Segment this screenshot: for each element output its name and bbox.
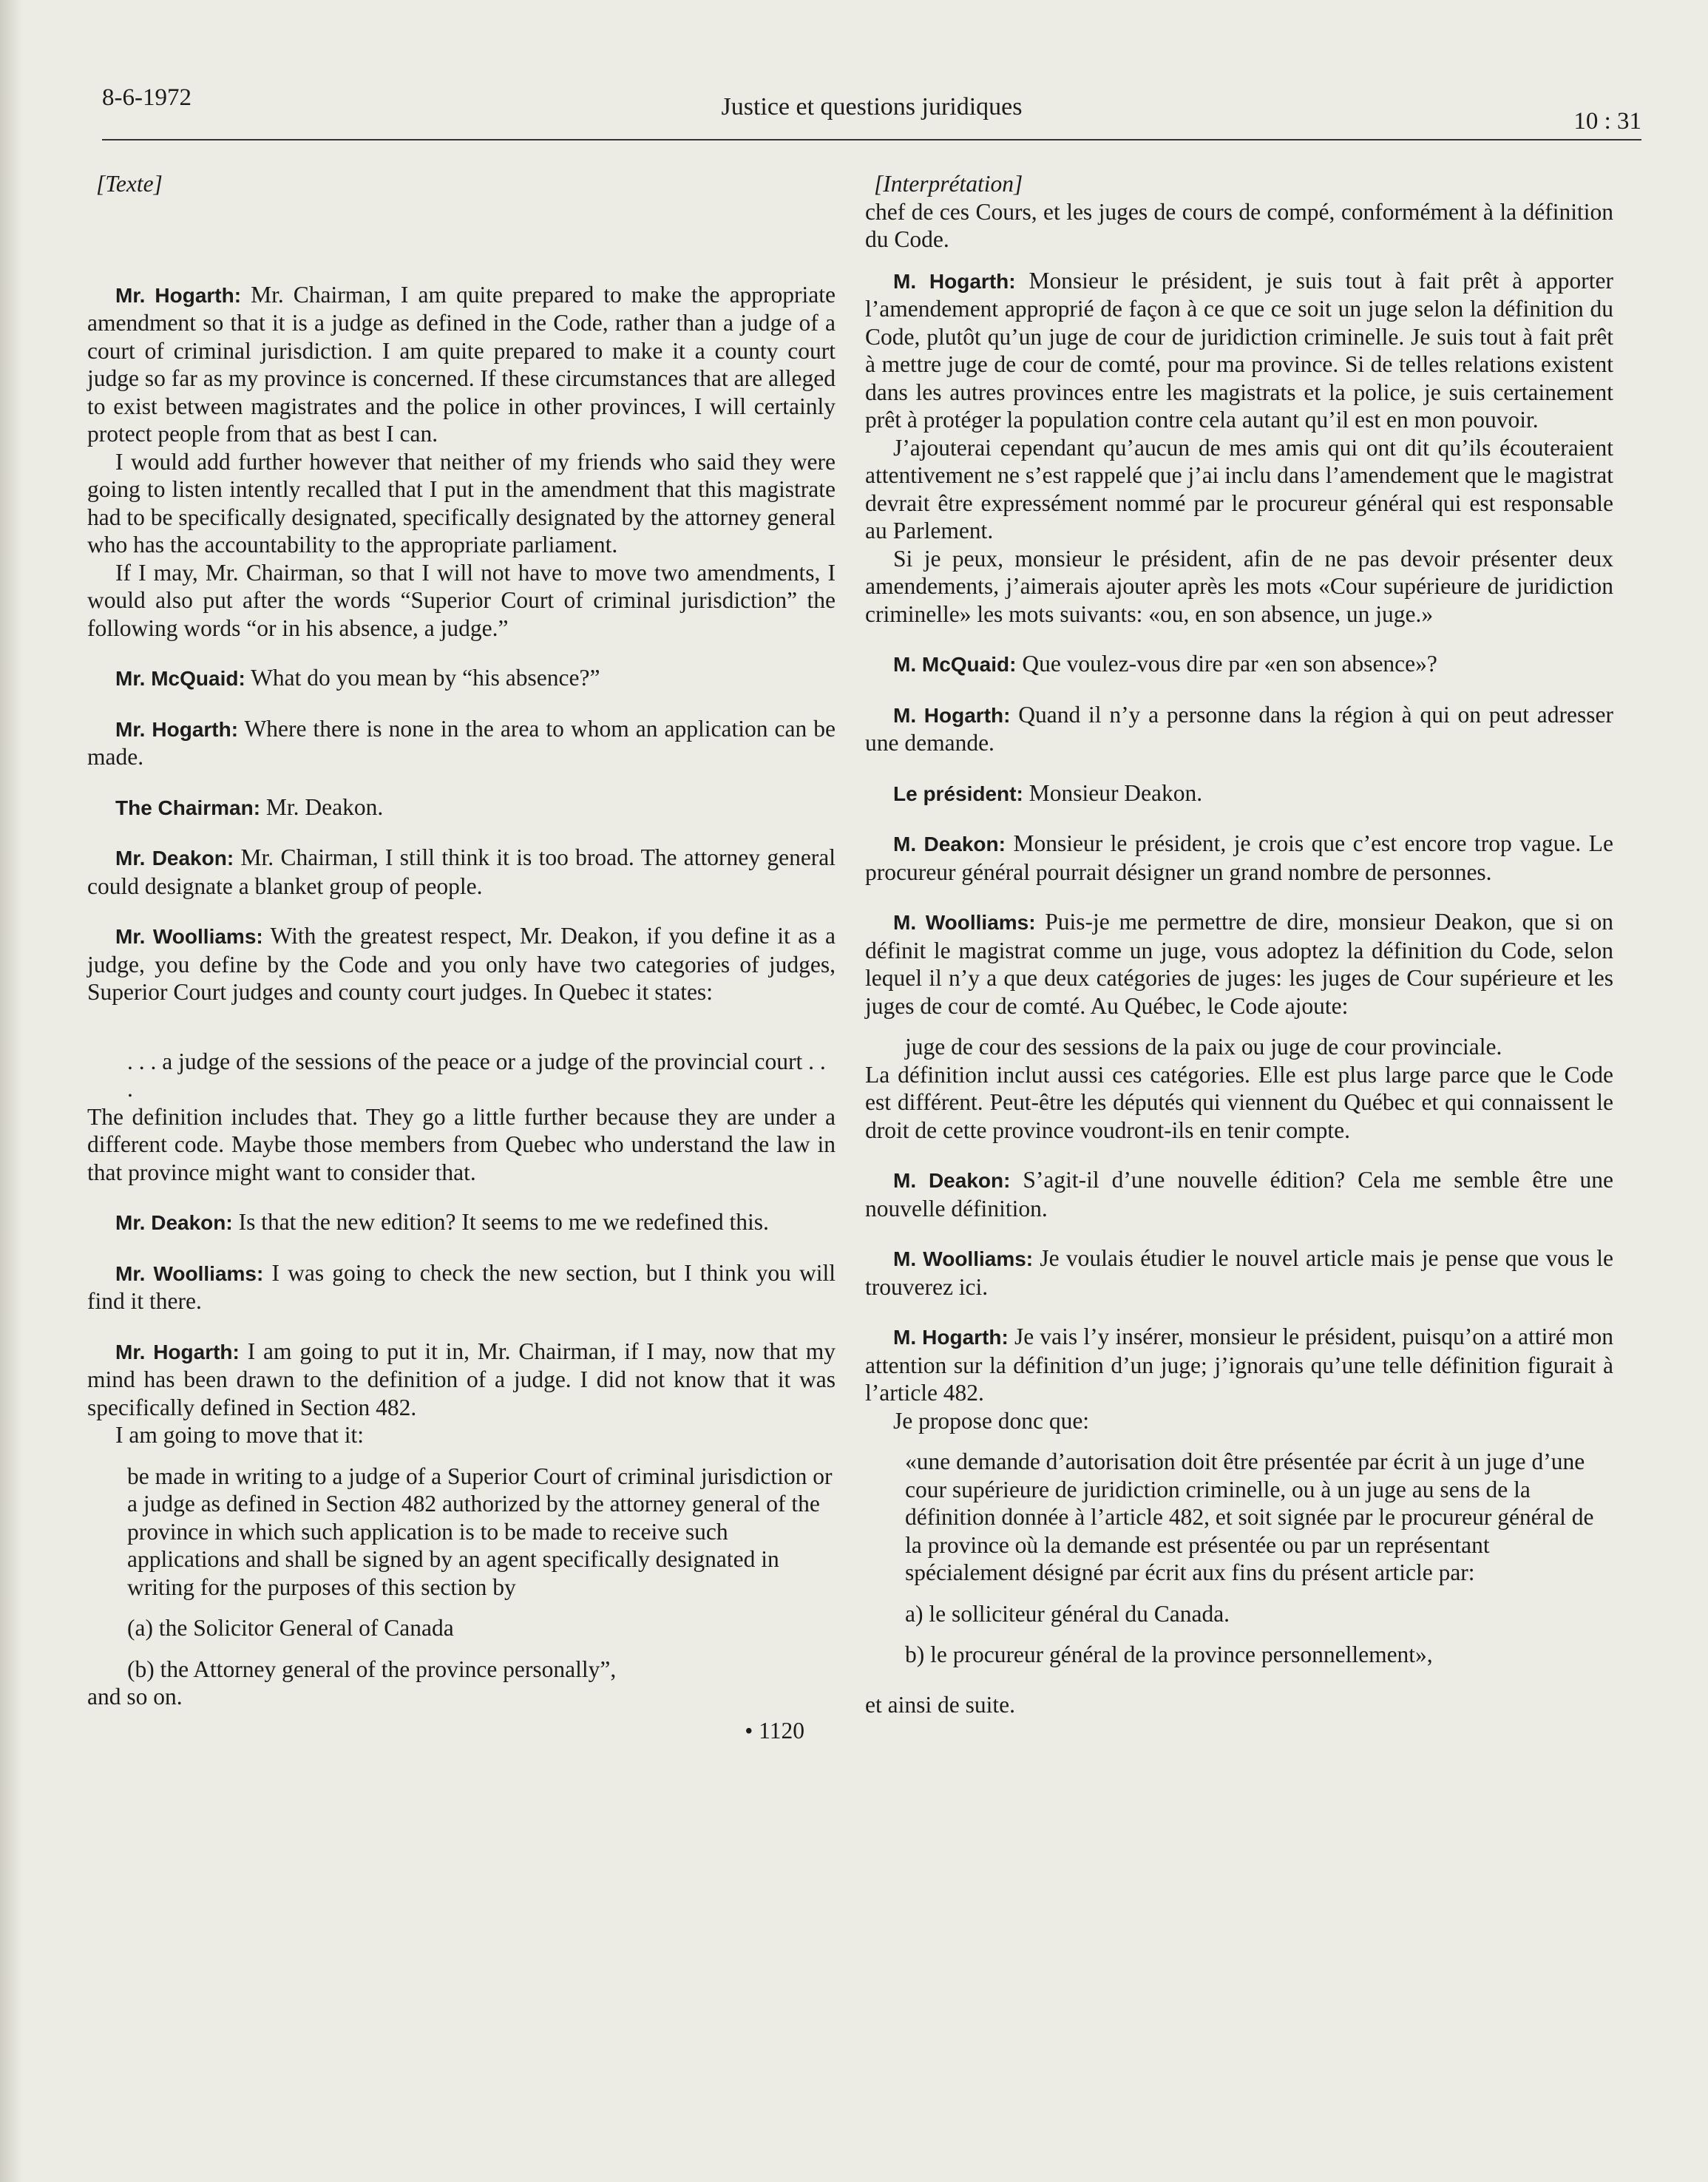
speech-text: I am going to put it in, Mr. Chairman, if I may, now that my mind has been drawn to the definition of a judge. I did not know that it was specifically defined in Section 482. [87,1338,836,1420]
block-quote: (b) the Attorney general of the province personally”, [127,1656,617,1682]
paragraph: La définition inclut aussi ces catégories. Elle est plus large parce que le Code est différent. Peut-être les députés qui viennent du Québec et qui connaissent le droit de cette province voudront-ils en tenir compte. [865,1061,1613,1143]
speech-text: Mr. Chairman, I still think it is too broad. The attorney general could designate a blanket group of people. [87,844,836,899]
speech-text: Mr. Chairman, I am quite prepared to make the appropriate amendment so that it is a judge as defined in the Code, rather than a judge of a court of criminal jurisdiction. I am quite prepared to make it a county court judge so far as my province is concerned. If these circumstances that are alleged to exist between magistrates and the police in other provinces, I will certainly protect people from that as best I can. [87,281,836,447]
speech-text: S’agit-il d’une nouvelle édition? Cela me semble être une nouvelle définition. [865,1167,1613,1222]
speech-text: Je vais l’y insérer, monsieur le président, puisqu’on a attiré mon attention sur la définition d’un juge; j’ignorais qu’une telle définition figurait à l’article 482. [865,1324,1613,1406]
speech-text: Puis-je me permettre de dire, monsieur Deakon, que si on définit le magistrat comme un juge, vous adoptez la définition du Code, selon lequel il n’y a que deux catégories de juges: les juges de Cour supérieure et les juges de cour de comté. Au Québec, le Code ajoute: [865,909,1614,1019]
french-column [865,170,1613,1718]
page-header [102,80,1641,140]
speaker-name: Mr. Hogarth: [115,717,239,741]
paragraph [87,844,836,900]
paragraph [87,1208,836,1237]
paragraph [865,779,1613,808]
paragraph [865,908,1613,1020]
speaker-name: Mr. Hogarth: [115,1340,240,1363]
speech-text: Je voulais étudier le nouvel article mais je pense que vous le trouverez ici. [865,1245,1613,1300]
block-quote: be made in writing to a judge of a Superior Court of criminal jurisdiction or a judge as defined in Section 482 authorized by the attorney general of the province in which such application is to be made to receive such applications and shall be signed by an agent specifically designated in writing for the purposes of this section by [127,1463,833,1600]
paragraph [87,715,836,771]
paragraph [865,1323,1613,1407]
paragraph: Si je peux, monsieur le président, afin de ne pas devoir présenter deux amendements, j’aimerais ajouter après les mots «Cour supérieure de juridiction criminelle» les mots suivants: «ou, en son absence, un juge.» [865,545,1613,627]
paragraph [87,922,836,1006]
speaker-name: The Chairman: [115,796,261,819]
speaker-name: Mr. McQuaid: [115,667,245,690]
speech-text: With the greatest respect, Mr. Deakon, if you define it as a judge, you define by the Code and you only have two categories of judges, Superior Court judges and county court judges. In Quebec it states: [87,923,836,1005]
speech-text: Where there is none in the area to whom an application can be made. [87,715,836,770]
paragraph [865,830,1613,886]
speech-text: Monsieur le président, je crois que c’est encore trop vague. Le procureur général pourrait désigner un grand nombre de personnes. [865,830,1613,885]
language-tag: [Texte] [96,171,163,197]
speaker-name: Mr. Woolliams: [115,1261,264,1285]
speech-text: I was going to check the new section, but I think you will find it there. [87,1259,836,1314]
speaker-name: M. Hogarth: [893,703,1011,727]
header-page-number: 10 : 31 [1573,108,1641,135]
speech-text: Que voulez-vous dire par «en son absence»? [1022,651,1437,677]
speaker-name: M. Woolliams: [893,1247,1034,1270]
speaker-name: M. Deakon: [893,1169,1011,1192]
speaker-name: M. Deakon: [893,833,1006,855]
speech-text: Quand il n’y a personne dans la région à qui on peut adresser une demande. [865,701,1613,756]
block-quote: juge de cour des sessions de la paix ou juge de cour provinciale. [905,1034,1502,1060]
paragraph [87,1259,836,1315]
speech-text: Mr. Deakon. [265,793,384,820]
speaker-name: Mr. Woolliams: [115,925,263,948]
speaker-name: M. Hogarth: [893,1326,1009,1349]
paragraph: If I may, Mr. Chairman, so that I will not have to move two amendments, I would also put after the words “Superior Court of criminal jurisdiction” the following words “or in his absence, a judge.” [87,559,836,641]
paragraph [87,281,836,448]
paragraph [87,793,836,822]
english-column [87,170,836,1744]
paragraph [865,1166,1613,1222]
paragraph [865,650,1613,679]
paragraph: The definition includes that. They go a little further because they are under a different code. Maybe those members from Quebec who understand the law in that province might want to consider that. [87,1103,836,1185]
language-tag: [Interprétation] [874,171,1023,197]
speaker-name: Le président: [893,782,1023,805]
time-marker: • 1120 [745,1717,804,1744]
speech-text: Monsieur le président, je suis tout à fait prêt à apporter l’amendement approprié de façon à ce que ce soit un juge selon la définition du Code, plutôt qu’un juge de cour de juridiction criminelle. Je suis tout à fait prêt à mettre juge de cour de comté, pour ma province. Si de telles relations existent dans les autres provinces entre les magistrats et la police, je suis certainement prêt à protéger la population contre cela autant qu’il est en mon pouvoir. [865,267,1614,433]
header-date: 8-6-1972 [102,84,192,111]
paragraph: et ainsi de suite. [865,1691,1015,1718]
paragraph [865,267,1613,434]
paragraph: chef de ces Cours, et les juges de cours de compé, conformément à la définition du Code. [865,198,1613,252]
block-quote: (a) the Solicitor General of Canada [127,1615,454,1641]
speech-text: Is that the new edition? It seems to me we redefined this. [238,1209,769,1235]
paragraph [87,1338,836,1422]
speaker-name: Mr. Deakon: [115,847,234,870]
paragraph: I would add further however that neither of my friends who said they were going to listen intently recalled that I put in the amendment that this magistrate had to be specifically designated, specifically designated by the attorney general who has the accountability to the appropriate parliament. [87,448,836,558]
paragraph: Je propose donc que: [893,1407,1090,1434]
paragraph: J’ajouterai cependant qu’aucun de mes amis qui ont dit qu’ils écouteraient attentivement ne s’est rappelé que j’ai inclu dans l’amendement que le magistrat devrait être expressément nommé par le procureur général qui est responsable au Parlement. [865,434,1613,543]
paragraph [865,701,1613,757]
speaker-name: M. McQuaid: [893,653,1017,676]
block-quote: . . . a judge of the sessions of the peace or a judge of the provincial court . . . [127,1048,826,1102]
speaker-name: Mr. Deakon: [115,1211,233,1234]
block-quote: a) le solliciteur général du Canada. [905,1600,1230,1627]
speaker-name: Mr. Hogarth: [115,283,242,307]
header-title: Justice et questions juridiques [721,93,1023,121]
paragraph: I am going to move that it: [115,1422,364,1448]
speech-text: What do you mean by “his absence?” [251,665,600,691]
paragraph [865,1244,1613,1301]
speaker-name: M. Woolliams: [893,911,1036,934]
paragraph: and so on. [87,1684,183,1710]
paragraph [87,664,836,693]
page-binding-edge [0,0,22,2182]
block-quote: «une demande d’autorisation doit être présentée par écrit à un juge d’une cour supérieure de juridiction criminelle, ou à un juge au sens de la définition donnée à l’article 482, et soit signée par le procureur général de la province où la demande est présentée ou par un représentant spécialement désigné par écrit aux fins du présent article par: [905,1449,1594,1585]
speaker-name: M. Hogarth: [893,269,1016,293]
block-quote: b) le procureur général de la province personnellement», [905,1641,1433,1667]
speech-text: Monsieur Deakon. [1028,779,1203,806]
